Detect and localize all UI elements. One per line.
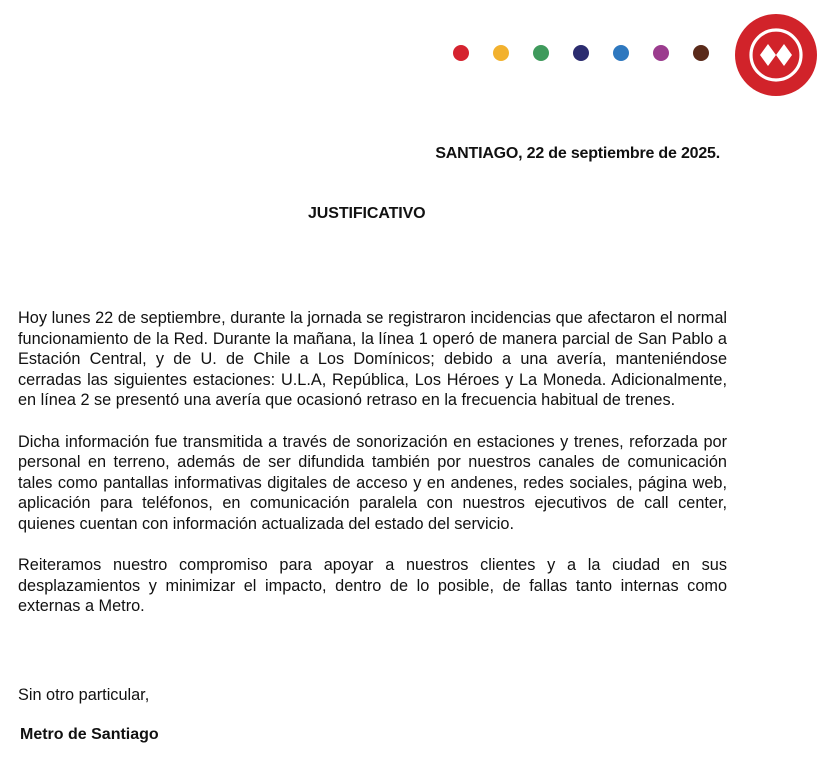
metro-de-santiago-logo <box>735 14 817 96</box>
line-4-dot <box>573 45 589 61</box>
line-2-dot <box>493 45 509 61</box>
metro-logo-icon <box>735 14 817 96</box>
letter-body <box>18 308 727 638</box>
line-5-dot <box>613 45 629 61</box>
line-6-dot <box>653 45 669 61</box>
letter-date: SANTIAGO, 22 de septiembre de 2025. <box>435 145 720 162</box>
line-7-dot <box>693 45 709 61</box>
paragraph-commitment: Reiteramos nuestro compromiso para apoyar a nuestros clientes y a la ciudad en sus desplazamientos y minimizar el impacto, dentro de lo posible, de fallas tanto internas como externas a Metro. <box>18 556 727 615</box>
line-1-dot <box>453 45 469 61</box>
metro-lines-dots <box>453 45 709 61</box>
paragraph-communication: Dicha información fue transmitida a través de sonorización en estaciones y trenes, reforzada por personal en terreno, además de ser difundida también por nuestros canales de comunicación tales como pantallas informativas digitales de acceso y en andenes, redes sociales, página web, aplicación para teléfonos, en comunicación paralela con nuestros ejecutivos de call center, quienes cuentan con información actualizada del estado del servicio. <box>18 432 727 533</box>
letter-signature: Metro de Santiago <box>20 726 159 743</box>
paragraph-incidents: Hoy lunes 22 de septiembre, durante la jornada se registraron incidencias que afectaron el normal funcionamiento de la Red. Durante la mañana, la línea 1 operó de manera parcial de San Pablo a Estación Central, y de U. de Chile a Los Domínicos; debido a una avería, manteniéndose cerradas las siguientes estaciones: U.L.A, República, Los Héroes y La Moneda. Adicionalmente, en línea 2 se presentó una avería que ocasionó retraso en la frecuencia habitual de trenes. <box>18 309 727 409</box>
letter-heading: JUSTIFICATIVO <box>308 205 426 222</box>
letter-closing: Sin otro particular, <box>18 686 150 704</box>
line-3-dot <box>533 45 549 61</box>
